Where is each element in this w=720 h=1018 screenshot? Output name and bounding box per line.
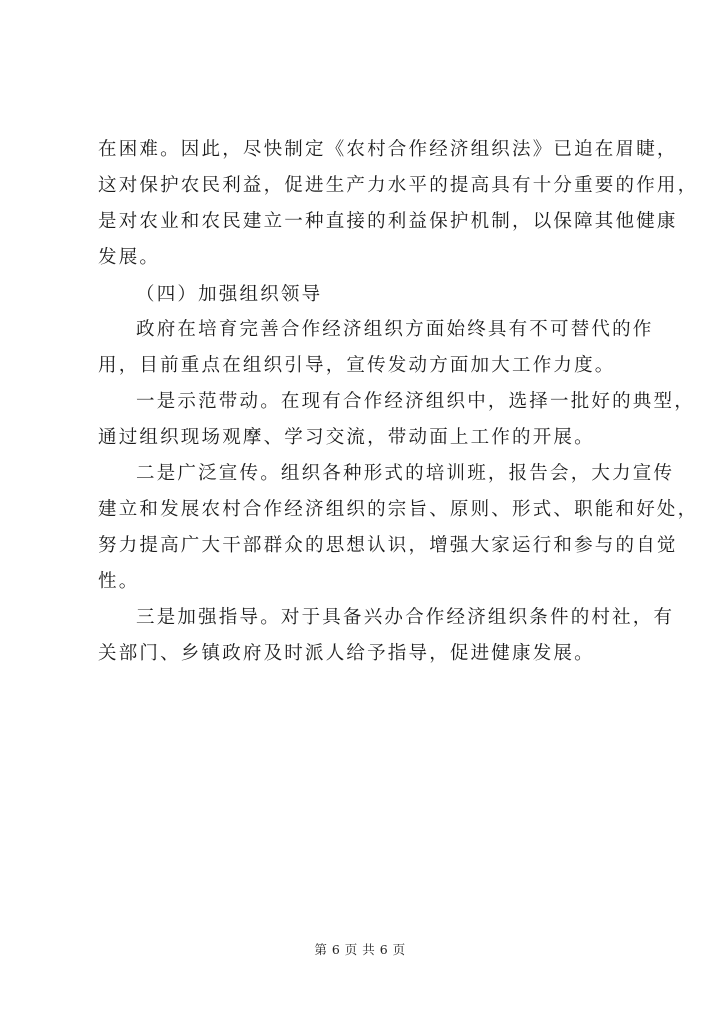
text-line: 一是示范带动。在现有合作经济组织中，选择一批好的典型， [136,391,695,412]
text-line: 三是加强指导。对于具备兴办合作经济组织条件的村社，有 [136,607,675,628]
text-line: 政府在培育完善合作经济组织方面始终具有不可替代的作 [136,319,654,340]
text-line: 发展。 [98,247,161,268]
text-line: 努力提高广大干部群众的思想认识，增强大家运行和参与的自觉 [98,535,678,556]
text-line: （四）加强组织领导 [136,284,323,305]
text-line: 建立和发展农村合作经济组织的宗旨、原则、形式、职能和好处， [98,499,699,520]
text-line: 关部门、乡镇政府及时派人给予指导，促进健康发展。 [98,643,595,664]
page-footer: 第 6 页 共 6 页 [314,942,406,957]
text-line: 是对农业和农民建立一种直接的利益保护机制，以保障其他健康 [98,211,678,232]
text-line: 用，目前重点在组织引导，宣传发动方面加大工作力度。 [98,355,616,376]
text-line: 通过组织现场观摩、学习交流，带动面上工作的开展。 [98,427,595,448]
text-line: 这对保护农民利益，促进生产力水平的提高具有十分重要的作用， [98,175,699,196]
text-line: 性。 [98,571,140,592]
text-line: 二是广泛宣传。组织各种形式的培训班，报告会，大力宣传 [136,463,675,484]
text-line: 在困难。因此，尽快制定《农村合作经济组织法》已迫在眉睫， [98,139,678,160]
